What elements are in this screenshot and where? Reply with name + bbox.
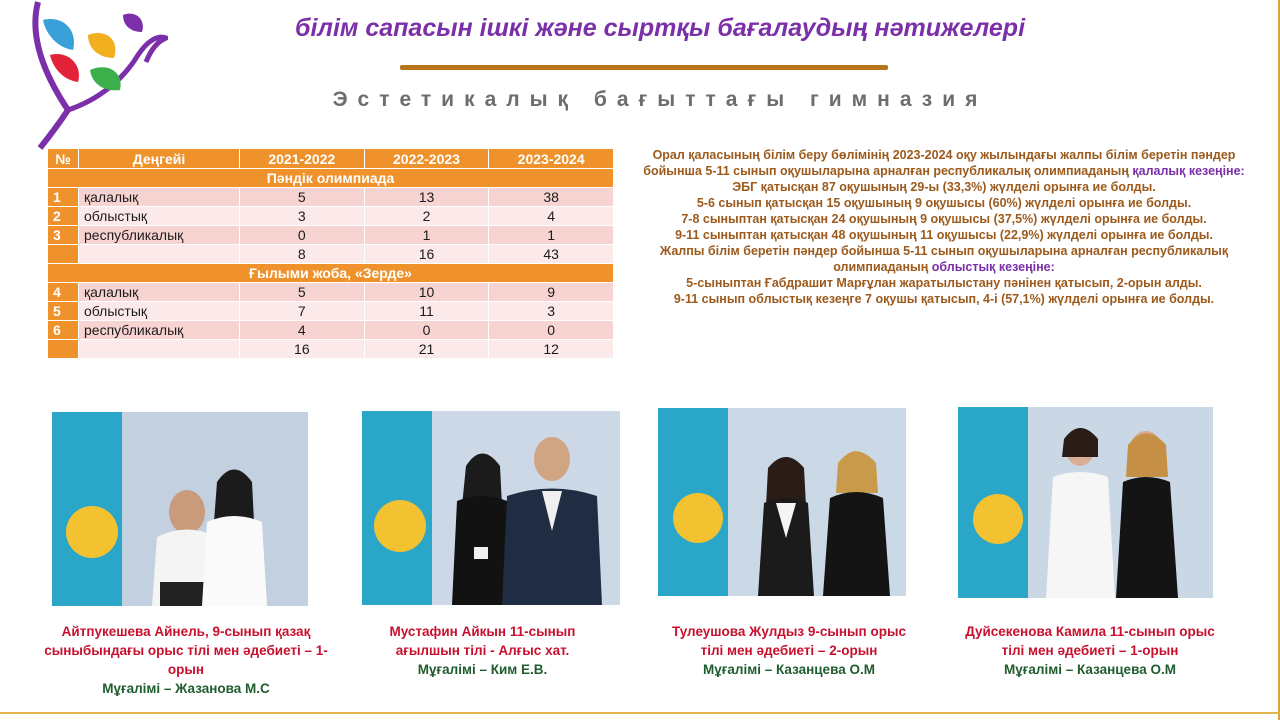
caption-1	[40, 622, 332, 698]
row-value: 4	[240, 321, 365, 340]
info-line: 5-6 сынып қатысқан 15 оқушының 9 оқушысы (60%) жүлделі орынға ие болды.	[696, 196, 1192, 210]
row-number: 1	[48, 188, 79, 207]
caption-teacher: Мұғалімі – Казанцева О.М	[703, 662, 875, 677]
row-value: 1	[364, 226, 489, 245]
info-line: 7-8 сыныптан қатысқан 24 оқушының 9 оқушысы (37,5%) жүлделі орынға ие болды.	[681, 212, 1207, 226]
row-value: 9	[489, 283, 614, 302]
row-level: қалалық	[79, 283, 240, 302]
row-level: облыстық	[79, 207, 240, 226]
olympiad-info-text	[628, 147, 1260, 307]
info-paragraph-2: Жалпы білім беретін пәндер бойынша 5-11 сынып оқушыларына арналған республикалық олимпиаданың облыстық кезеңіне:	[659, 244, 1229, 274]
caption-2	[365, 622, 600, 679]
header-year-3: 2023-2024	[489, 149, 614, 169]
row-value: 16	[364, 245, 489, 264]
row-value: 1	[489, 226, 614, 245]
table-row	[48, 283, 614, 302]
row-value: 43	[489, 245, 614, 264]
header-level: Деңгейі	[79, 149, 240, 169]
row-level	[79, 245, 240, 264]
header-year-1: 2021-2022	[240, 149, 365, 169]
photo-1	[52, 412, 308, 606]
row-value: 0	[489, 321, 614, 340]
photo-2	[362, 411, 620, 605]
info-line: 9-11 сынып облыстық кезеңге 7 оқушы қатысып, 4-і (57,1%) жүлделі орынға ие болды.	[673, 292, 1215, 306]
row-value: 21	[364, 340, 489, 359]
row-number: 2	[48, 207, 79, 226]
row-value: 13	[364, 188, 489, 207]
caption-student: Тулеушова Жулдыз 9-сынып орыс тілі мен әдебиеті – 2-орын	[671, 624, 906, 658]
row-level: қалалық	[79, 188, 240, 207]
row-level: республикалық	[79, 321, 240, 340]
row-value: 38	[489, 188, 614, 207]
table-row-total	[48, 245, 614, 264]
caption-teacher: Мұғалімі – Ким Е.В.	[417, 662, 548, 677]
row-value: 7	[240, 302, 365, 321]
table-row	[48, 302, 614, 321]
caption-student: Дуйсекенова Камила 11-сынып орыс тілі мен әдебиеті – 1-орын	[965, 624, 1215, 658]
row-number: 6	[48, 321, 79, 340]
row-value: 3	[240, 207, 365, 226]
title-underline	[400, 65, 888, 70]
results-table	[47, 148, 614, 359]
row-number: 4	[48, 283, 79, 302]
row-number	[48, 245, 79, 264]
row-value: 5	[240, 188, 365, 207]
table-row	[48, 321, 614, 340]
info-highlight-region: облыстық кезеңіне:	[931, 260, 1055, 274]
row-value: 0	[240, 226, 365, 245]
caption-teacher: Мұғалімі – Жазанова М.С	[102, 681, 270, 696]
table-row	[48, 226, 614, 245]
row-value: 11	[364, 302, 489, 321]
row-number: 5	[48, 302, 79, 321]
page-subtitle: Эстетикалық бағыттағы гимназия	[332, 88, 988, 111]
row-level: республикалық	[79, 226, 240, 245]
table-header-row	[48, 149, 614, 169]
row-number: 3	[48, 226, 79, 245]
photo-4	[958, 407, 1213, 598]
photo-3	[658, 408, 906, 596]
caption-teacher: Мұғалімі – Казанцева О.М	[1004, 662, 1176, 677]
table-row	[48, 188, 614, 207]
row-value: 12	[489, 340, 614, 359]
info-paragraph-1: Орал қаласының білім беру бөлімінің 2023-2024 оқу жылындағы жалпы білім беретін пәндер бойынша 5-11 сынып оқушыларына арналған республикалық олимпиаданың қалалық кезеңіне:	[643, 148, 1245, 178]
caption-student: Айтпукешева Айнель, 9-сынып қазақ сыныбындағы орыс тілі мен әдебиеті – 1-орын	[44, 624, 328, 677]
info-line: 5-сыныптан Ғабдрашит Марғұлан жаратылыстану пәнінен қатысып, 2-орын алды.	[686, 276, 1202, 290]
row-level	[79, 340, 240, 359]
caption-4	[955, 622, 1225, 679]
header-number: №	[48, 149, 79, 169]
row-level: облыстық	[79, 302, 240, 321]
row-value: 5	[240, 283, 365, 302]
page-title: білім сапасын ішкі және сыртқы бағалаудың нәтижелері	[294, 14, 1026, 42]
row-value: 10	[364, 283, 489, 302]
info-line: 9-11 сыныптан қатысқан 48 оқушының 11 оқушысы (22,9%) жүлделі орынға ие болды.	[675, 228, 1213, 242]
row-value: 16	[240, 340, 365, 359]
info-highlight-city: қалалық кезеңіне:	[1132, 164, 1245, 178]
section-title-olympiad: Пәндік олимпиада	[48, 169, 614, 188]
section-title-research: Ғылыми жоба, «Зерде»	[48, 264, 614, 283]
row-value: 3	[489, 302, 614, 321]
row-value: 8	[240, 245, 365, 264]
row-number	[48, 340, 79, 359]
row-value: 4	[489, 207, 614, 226]
bottom-border	[0, 712, 1280, 714]
caption-3	[660, 622, 918, 679]
bird-logo-icon	[28, 0, 168, 150]
row-value: 0	[364, 321, 489, 340]
caption-student: Мустафин Айкын 11-сынып ағылшын тілі - Алғыс хат.	[389, 624, 576, 658]
header-year-2: 2022-2023	[364, 149, 489, 169]
info-line: ЭБГ қатысқан 87 оқушының 29-ы (33,3%) жүлделі орынға ие болды.	[732, 180, 1156, 194]
table-row-total	[48, 340, 614, 359]
row-value: 2	[364, 207, 489, 226]
table-row	[48, 207, 614, 226]
